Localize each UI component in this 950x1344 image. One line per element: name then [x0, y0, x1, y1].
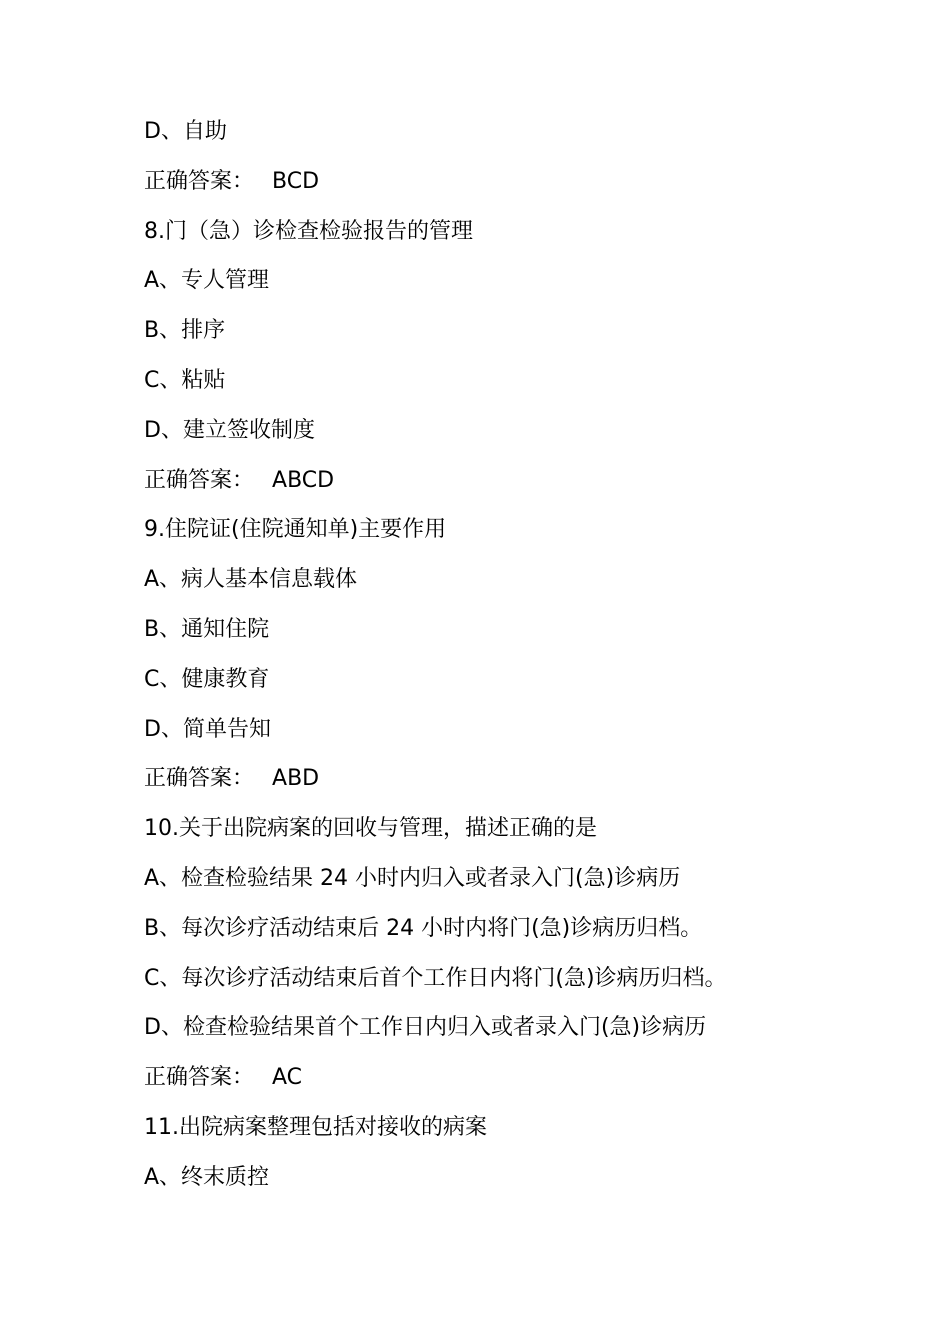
- option-line: C、粘贴: [144, 367, 226, 393]
- option-line: B、排序: [144, 318, 226, 344]
- option-line: D、建立签收制度: [144, 417, 315, 443]
- question-line: 10.关于出院病案的回收与管理，描述正确的是: [144, 816, 597, 842]
- option-line: A、专人管理: [144, 268, 270, 294]
- answer-label: 正确答案：: [144, 168, 255, 194]
- question-list: [144, 107, 864, 1203]
- option-line: A、病人基本信息载体: [144, 567, 358, 593]
- question-line: 8.门（急）诊检查检验报告的管理: [144, 218, 473, 244]
- option-line: A、终末质控: [144, 1164, 270, 1190]
- option-line: C、每次诊疗活动结束后首个工作日内将门(急)诊病历归档。: [144, 965, 727, 991]
- question-line: 11.出院病案整理包括对接收的病案: [144, 1114, 487, 1140]
- option-line: B、每次诊疗活动结束后 24 小时内将门(急)诊病历归档。: [144, 915, 703, 941]
- answer-value: ABCD: [272, 467, 335, 493]
- option-line: D、自助: [144, 119, 227, 144]
- answer-line: [144, 157, 864, 207]
- answer-line: [144, 456, 864, 506]
- option-line: D、简单告知: [144, 716, 271, 742]
- option-line: B、通知住院: [144, 616, 270, 642]
- question-line: 9.住院证(住院通知单)主要作用: [144, 517, 447, 543]
- option-line: A、检查检验结果 24 小时内归入或者录入门(急)诊病历: [144, 865, 681, 891]
- answer-value: BCD: [272, 168, 320, 194]
- option-line: D、检查检验结果首个工作日内归入或者录入门(急)诊病历: [144, 1015, 707, 1041]
- answer-label: 正确答案：: [144, 467, 255, 493]
- answer-line: [144, 754, 864, 804]
- option-line: C、健康教育: [144, 666, 270, 692]
- answer-value: ABD: [272, 766, 320, 792]
- answer-value: AC: [272, 1065, 303, 1091]
- answer-label: 正确答案：: [144, 766, 255, 792]
- answer-line: [144, 1053, 864, 1103]
- answer-label: 正确答案：: [144, 1065, 255, 1091]
